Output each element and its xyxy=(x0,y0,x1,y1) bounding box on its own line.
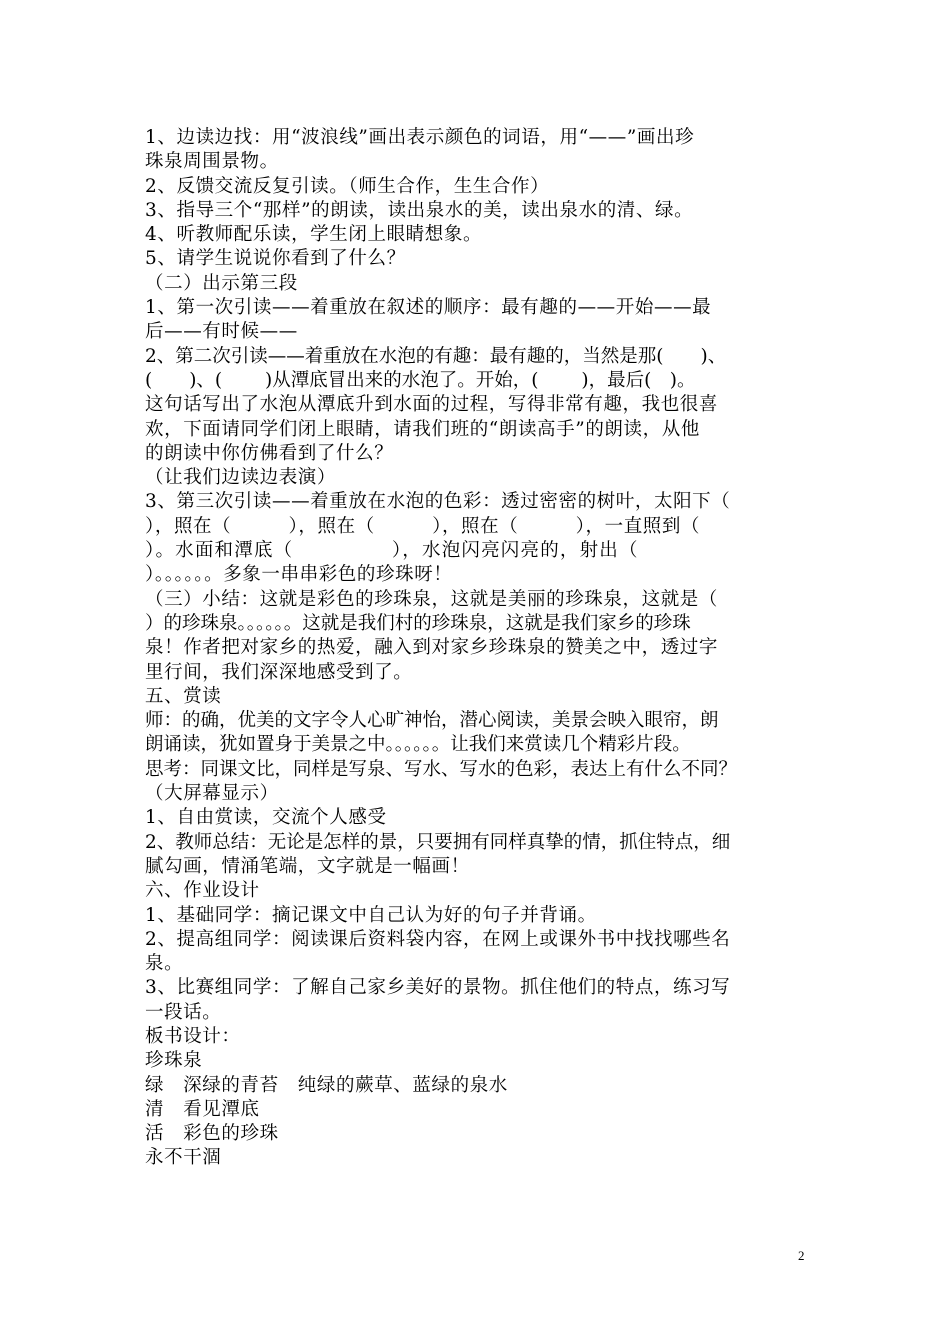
text-line: ）的珍珠泉。。。。。。这就是我们村的珍珠泉，这就是我们家乡的珍珠 xyxy=(145,612,691,634)
text-line: 2、教师总结：无论是怎样的景，只要拥有同样真挚的情，抓住特点，细 xyxy=(145,831,731,853)
text-line: 师：的确，优美的文字令人心旷神怡，潜心阅读，美景会映入眼帘，朗 xyxy=(145,710,719,732)
text-line: 3、指导三个“那样”的朗读，读出泉水的美，读出泉水的清、绿。 xyxy=(145,199,694,221)
document-body xyxy=(145,126,813,1171)
text-line: 2、反馈交流反复引读。（师生合作，生生合作） xyxy=(145,175,550,197)
text-line: 泉！作者把对家乡的热爱，融入到对家乡珍珠泉的赞美之中，透过字 xyxy=(145,637,719,659)
text-line: 里行间，我们深深地感受到了。 xyxy=(145,661,413,683)
text-line: 这句话写出了水泡从潭底升到水面的过程，写得非常有趣，我也很喜 xyxy=(145,394,719,416)
text-line: ( )、( )从潭底冒出来的水泡了。开始，( )，最后( )。 xyxy=(145,369,696,391)
text-line: 思考：同课文比，同样是写泉、写水、写水的色彩，表达上有什么不同？ xyxy=(145,758,738,780)
text-line: 珠泉周围景物。 xyxy=(145,151,279,173)
text-line: （大屏幕显示） xyxy=(145,783,279,805)
text-line: ）。。。。。。多象一串串彩色的珍珠呀！ xyxy=(145,564,453,586)
text-line: 朗诵读，犹如置身于美景之中。。。。。。让我们来赏读几个精彩片段。 xyxy=(145,734,691,756)
text-line: 5、请学生说说你看到了什么？ xyxy=(145,248,406,270)
text-line: 1、自由赏读，交流个人感受 xyxy=(145,807,387,829)
section-heading: 五、赏读 xyxy=(145,685,222,707)
text-line: 的朗读中你仿佛看到了什么？ xyxy=(145,442,394,464)
text-line: 1、边读边找：用“波浪线”画出表示颜色的词语，用“——”画出珍 xyxy=(145,127,695,148)
board-line: 绿 深绿的青苔 纯绿的蕨草、蓝绿的泉水 xyxy=(145,1074,508,1096)
text-line: （让我们边读边表演） xyxy=(145,467,337,489)
section-heading: 六、作业设计 xyxy=(145,880,260,902)
text-line: ）。水面和潭底（ ），水泡闪亮闪亮的，射出（ xyxy=(145,540,639,562)
text-line: 泉。 xyxy=(145,953,184,975)
board-line: 永不干涸 xyxy=(145,1147,222,1169)
page-number: 2 xyxy=(798,1248,805,1263)
section-heading: （二）出示第三段 xyxy=(145,272,298,294)
text-line: 4、听教师配乐读，学生闭上眼睛想象。 xyxy=(145,224,483,246)
text-line: 欢，下面请同学们闭上眼睛，请我们班的“朗读高手”的朗读，从他 xyxy=(145,418,700,440)
board-line: 活 彩色的珍珠 xyxy=(145,1123,279,1145)
text-line: 腻勾画，情涌笔端，文字就是一幅画！ xyxy=(145,855,470,877)
text-line: 1、第一次引读——着重放在叙述的顺序：最有趣的——开始——最 xyxy=(145,297,712,319)
board-title: 珍珠泉 xyxy=(145,1050,203,1072)
text-line: 2、提高组同学：阅读课后资料袋内容，在网上或课外书中找找哪些名 xyxy=(145,928,731,950)
text-line: 3、第三次引读——着重放在水泡的色彩：透过密密的树叶，太阳下（ xyxy=(145,491,731,513)
text-line: 2、第二次引读——着重放在水泡的有趣：最有趣的，当然是那( )、 xyxy=(145,345,727,367)
board-line: 清 看见潭底 xyxy=(145,1098,260,1120)
text-line: 3、比赛组同学：了解自己家乡美好的景物。抓住他们的特点，练习写 xyxy=(145,977,731,999)
section-heading: 板书设计： xyxy=(145,1025,241,1047)
text-line: 1、基础同学：摘记课文中自己认为好的句子并背诵。 xyxy=(145,904,597,926)
text-line: 一段话。 xyxy=(145,1001,222,1023)
section-heading: （三）小结：这就是彩色的珍珠泉，这就是美丽的珍珠泉，这就是（ xyxy=(145,588,719,610)
text-line: ），照在（ ），照在（ ），照在（ ），一直照到（ xyxy=(145,515,701,537)
text-line: 后——有时候—— xyxy=(145,321,298,343)
